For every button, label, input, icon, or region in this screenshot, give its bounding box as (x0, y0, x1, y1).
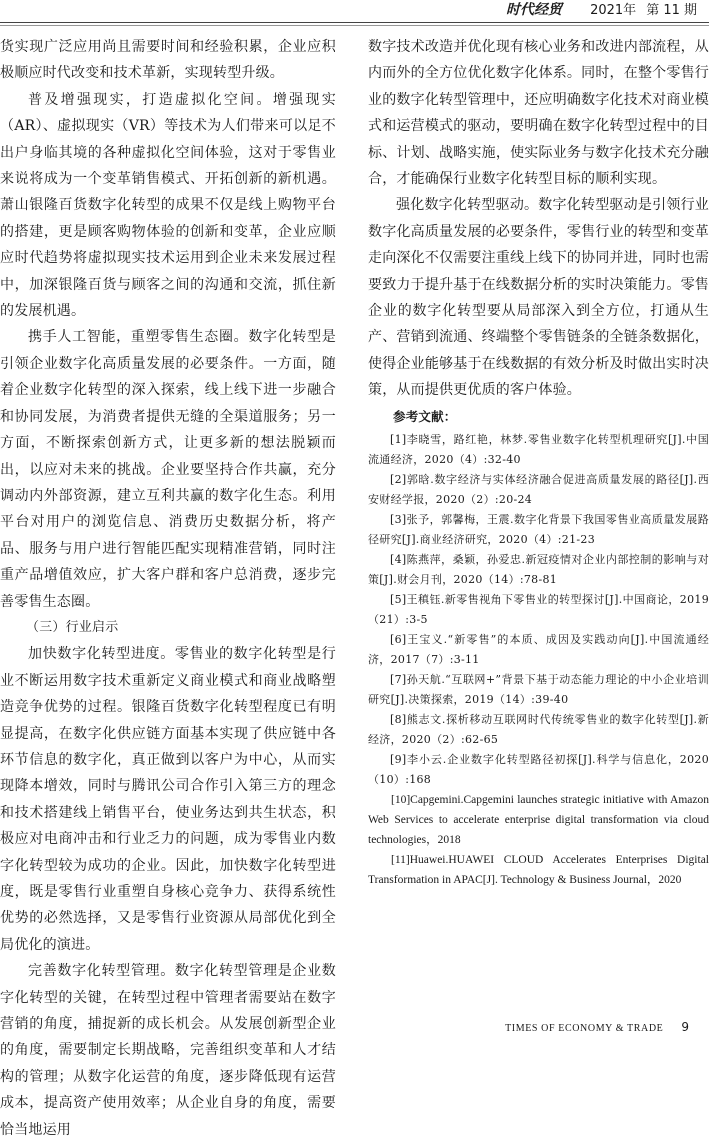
issue-year: 2021年 (590, 3, 637, 18)
reference-item: [11]Huawei.HUAWEI CLOUD Accelerates Enterprises Digital Transformation in APAC[J]. Technology & Business Journal，2020 (368, 854, 709, 887)
footer-journal-name: TIMES OF ECONOMY & TRADE (505, 1023, 664, 1034)
right-column (368, 34, 709, 890)
issue-number: 第 11 期 (646, 3, 697, 18)
reference-item: [1]李晓雪，路红艳，林梦.零售业数字化转型机理研究[J].中国流通经济，2020（4）:32-40 (368, 433, 709, 467)
reference-item: [9]李小云.企业数字化转型路径初探[J].科学与信息化，2020（10）:168 (368, 753, 709, 787)
reference-item: [5]王稹钰.新零售视角下零售业的转型探讨[J].中国商论，2019（21）:3-5 (368, 593, 709, 627)
reference-item: [6]王宝义.“新零售”的本质、成因及实践动向[J].中国流通经济，2017（7）:3-11 (368, 633, 709, 667)
page-header (0, 0, 709, 22)
paragraph: 数字技术改造并优化现有核心业务和改进内部流程，从内而外的全方位优化数字化体系。同时，在整个零售行业的数字化转型管理中，还应明确数字化技术对商业模式和运营模式的驱动，要明确在数字化转型过程中的目标、计划、战略实施，使实际业务与数字化技术充分融合，才能确保行业数字化转型目标的顺利实现。 (368, 39, 709, 188)
issue-info (580, 3, 697, 18)
references-title: 参考文献： (393, 408, 457, 424)
left-column (0, 34, 336, 1143)
header-rule (0, 22, 709, 23)
page-footer (505, 1020, 689, 1034)
paragraph: 完善数字化转型管理。数字化转型管理是企业数字化转型的关键，在转型过程中管理者需要站在数字营销的角度，捕捉新的成长机会。从发展创新型企业的角度，需要制定长期战略，完善组织变革和人才结构的管理；从数字化运营的角度，逐步降低现有运营成本，提高资产使用效率；从企业自身的角度，需要恰当地运用 (0, 963, 336, 1138)
reference-item: [10]Capgemini.Capgemini launches strategic initiative with Amazon Web Services to accelerate enterprise digital transformation via cloud technologies，2018 (368, 794, 709, 847)
reference-item: [3]张予，郭馨梅，王震.数字化背景下我国零售业高质量发展路径研究[J].商业经济研究，2020（4）:21-23 (368, 513, 709, 547)
paragraph: 加快数字化转型进度。零售业的数字化转型是行业不断运用数字技术重新定义商业模式和商业战略塑造竞争优势的过程。银隆百货数字化转型程度已有明显提高，在数字化供应链方面基本实现了供应链中各环节信息的数字化，真正做到以客户为中心，从而实现降本增效，同时与腾讯公司合作引入第三方的理念和技术搭建线上销售平台，使业务达到共生状态，积极应对电商冲击和行业乏力的问题，成为零售业内数字化转型较为成功的企业。因此，加快数字化转型进度，既是零售行业重塑自身核心竞争力、获得系统性优势的必然选择，又是零售行业资源从局部优化到全局优化的演进。 (0, 646, 336, 953)
section-subheading: （三）行业启示 (26, 619, 119, 635)
paragraph: 普及增强现实，打造虚拟化空间。增强现实（AR）、虚拟现实（VR）等技术为人们带来可以足不出户身临其境的各种虚拟化空间体验，这对于零售业来说将成为一个变革销售模式、开拓创新的新机遇。萧山银隆百货数字化转型的成果不仅是线上购物平台的搭建，更是顾客购物体验的创新和变革，企业应顺应时代趋势将虚拟现实技术运用到企业未来发展过程中，加深银隆百货与顾客之间的沟通和交流，抓住新的发展机遇。 (0, 91, 336, 320)
journal-masthead: 时代经贸 (505, 2, 562, 18)
reference-item: [2]郭晗.数字经济与实体经济融合促进高质量发展的路径[J].西安财经学报，2020（2）:20-24 (368, 473, 709, 507)
reference-item: [8]熊志文.探析移动互联网时代传统零售业的数字化转型[J].新经济，2020（2）:62-65 (368, 713, 709, 747)
paragraph: 携手人工智能，重塑零售生态圈。数字化转型是引领企业数字化高质量发展的必要条件。一方面，随着企业数字化转型的深入探索，线上线下进一步融合和协同发展，为消费者提供无缝的全渠道服务；另一方面，不断探索创新方式，让更多新的想法脱颖而出，以应对未来的挑战。企业要坚持合作共赢，充分调动内外部资源，建立互利共赢的数字化生态。利用平台对用户的浏览信息、消费历史数据分析，将产品、服务与用户进行智能匹配实现精准营销，同时注重产品增值效应，扩大客户群和客户总消费，逐步完善零售生态圈。 (0, 329, 336, 610)
reference-item: [4]陈燕萍，桑颖，孙爱忠.新冠疫情对企业内部控制的影响与对策[J].财会月刊，2020（14）:78-81 (368, 553, 709, 587)
paragraph: 货实现广泛应用尚且需要时间和经验积累，企业应积极顺应时代改变和技术革新，实现转型升级。 (0, 39, 336, 82)
header-rule-thin (0, 25, 709, 26)
page-number: 9 (681, 1020, 689, 1034)
paragraph: 强化数字化转型驱动。数字化转型驱动是引领行业数字化高质量发展的必要条件，零售行业的转型和变革走向深化不仅需要注重线上线下的协同并进，同时也需要致力于提升基于在线数据分析的实时决策能力。零售企业的数字化转型要从局部深入到全方位，打通从生产、营销到流通、终端整个零售链条的全链条数据化，使得企业能够基于在线数据的有效分析及时做出实时决策，从而提供更优质的客户体验。 (368, 197, 709, 399)
reference-item: [7]孙天航.“互联网+”背景下基于动态能力理论的中小企业培训研究[J].决策探索，2019（14）:39-40 (368, 673, 709, 707)
